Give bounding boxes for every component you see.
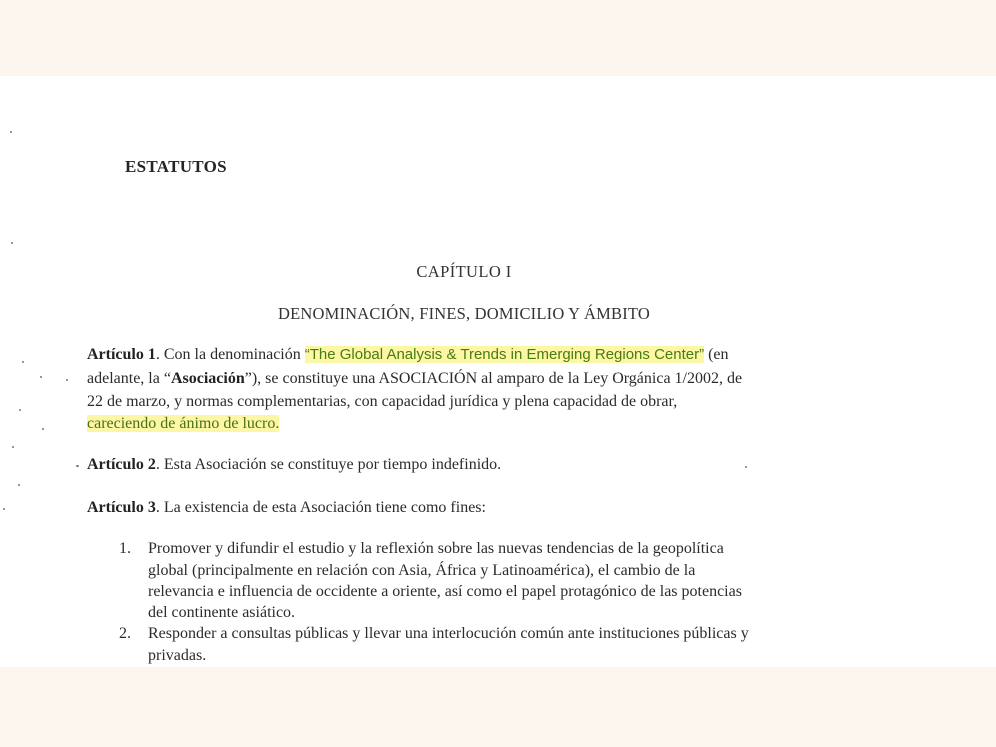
association-name-highlight: “The Global Analysis & Trends in Emerging Regions Center”: [304, 346, 705, 363]
scan-speck: [10, 131, 12, 133]
article-3: [87, 499, 486, 517]
list-item-1-line-2: global (principalmente en relación con Asia, África y Latinoamérica), el cambio de la: [148, 562, 696, 579]
document-title: ESTATUTOS: [125, 157, 227, 176]
bottom-margin-band: [0, 667, 996, 747]
scan-speck: [19, 409, 21, 411]
scan-speck: [12, 446, 14, 448]
scan-speck: [66, 379, 68, 381]
scan-speck: [76, 465, 79, 467]
scan-speck: [40, 376, 42, 378]
article-1-text-a: . Con la denominación: [155, 346, 305, 363]
article-3-text: . La existencia de esta Asociación tiene como fines:: [155, 499, 486, 516]
list-item-2-line-2: privadas.: [148, 647, 207, 664]
top-margin-band: [0, 0, 996, 76]
article-2: [87, 456, 501, 474]
article-1-text-d: ”), se constituye una ASOCIACIÓN al amparo de la Ley Orgánica 1/2002, de: [244, 370, 743, 387]
non-profit-highlight: careciendo de ánimo de lucro.: [87, 415, 280, 432]
scan-speck: [11, 242, 13, 244]
list-item-1-number: 1.: [119, 540, 131, 557]
list-item-1-line-4: del continente asiático.: [148, 604, 296, 621]
article-1-text-b: (en: [704, 346, 729, 363]
chapter-heading: CAPÍTULO I: [416, 262, 512, 281]
article-1-line-2: [87, 370, 742, 388]
article-1-line-3: 22 de marzo, y normas complementarias, con capacidad jurídica y plena capacidad de obrar,: [87, 393, 678, 410]
list-item-1-line-3: relevancia e influencia de occidente a oriente, así como el papel protagónico de las potencias: [148, 583, 742, 600]
scan-speck: [18, 484, 20, 486]
list-item-1-line-1: Promover y difundir el estudio y la reflexión sobre las nuevas tendencias de la geopolítica: [148, 540, 724, 557]
scan-speck: [42, 428, 44, 430]
article-2-label: Artículo 2: [87, 456, 156, 473]
chapter-subtitle: DENOMINACIÓN, FINES, DOMICILIO Y ÁMBITO: [277, 304, 650, 323]
asociacion-term: Asociación: [170, 370, 245, 387]
document-page: [0, 76, 996, 667]
article-3-label: Artículo 3: [87, 499, 156, 516]
article-2-text: . Esta Asociación se constituye por tiempo indefinido.: [155, 456, 502, 473]
scan-speck: [22, 361, 24, 363]
article-1-line-4: [87, 415, 279, 433]
scan-speck: [745, 466, 747, 468]
article-1-text-c: adelante, la “: [87, 370, 171, 387]
list-item-2-number: 2.: [119, 625, 131, 642]
article-1-line-1: [87, 346, 729, 364]
article-1-label: Artículo 1: [87, 346, 156, 363]
scan-speck: [3, 508, 5, 510]
list-item-2-line-1: Responder a consultas públicas y llevar una interlocución común ante instituciones públicas y: [148, 625, 749, 642]
